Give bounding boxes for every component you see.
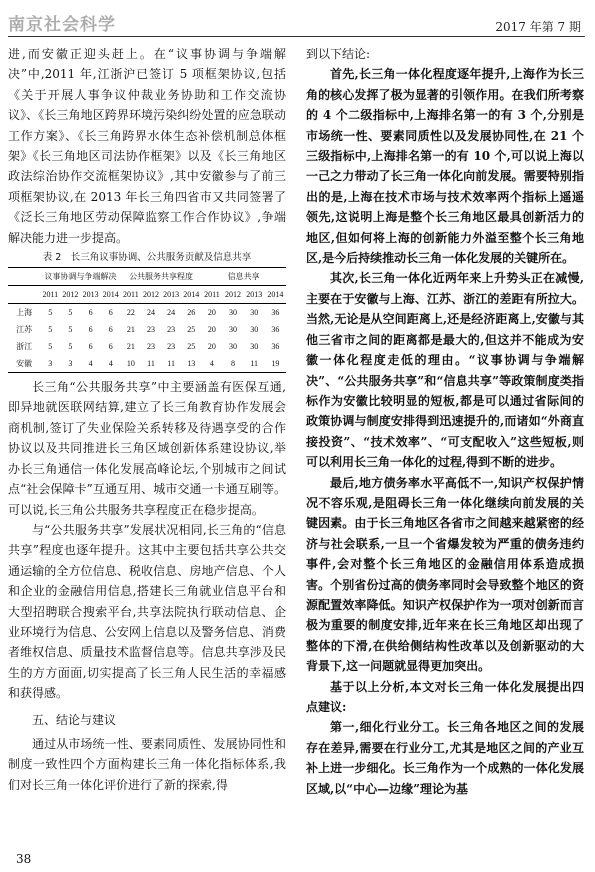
- table-cell: 23: [167, 325, 176, 335]
- table-cell: 23: [146, 342, 155, 352]
- right-column: [306, 44, 584, 799]
- table-cell: 6: [88, 342, 93, 352]
- table-cell: 6: [108, 325, 113, 335]
- table-cell: 25: [187, 342, 196, 352]
- paragraph: 首先,长三角一体化程度逐年提升,上海作为长三角的核心发挥了极为显著的引领作用。在我们所考察的 4 个二级指标中,上海排名第一的有 3 个,分别是市场统一性、要素同质性以及发展协同性,在 21 个三级指标中,上海排名第一的有 10 个,可以说上海以一己之力带动了长三角一体化向前发展。需要特别指出的是,上海在技术市场与技术效率两个指标上遥遥领先,这说明上海是整个长三角地区最具创新活力的地区,但如何将上海的创新能力外溢至整个长三角地区,是今后持续推动长三角一体化发展的关键所在。: [306, 67, 584, 266]
- table-cell: 21: [126, 342, 135, 352]
- table-row: [8, 338, 286, 355]
- table-cell: 26: [187, 308, 196, 318]
- table-cell: 8: [222, 355, 243, 373]
- table-cell: 5: [68, 342, 73, 352]
- year-header: 2011: [201, 286, 222, 304]
- table-row: [8, 355, 286, 373]
- table-cell: 5: [48, 325, 53, 335]
- paragraph: 到以下结论:: [306, 47, 371, 61]
- issue-label: 2017 年第 7 期: [495, 20, 581, 34]
- table-cell: 20: [207, 325, 216, 335]
- table-cell: 11: [141, 355, 161, 373]
- paragraph: 长三角“公共服务共享”中主要涵盖有医保互通,即异地就医联网结算,建立了长三角教育协作发展会商机制,签订了失业保险关系转移及待遇享受的合作协议以及共同推进长三角区域创新体系建设协议,举办长三角通信一体化发展高峰论坛,个别城市之间试点“社会保障卡”互通互用、城市交通一卡通互刷等。可以说,长三角公共服务共享程度正在稳步提高。: [8, 380, 286, 517]
- year-header: 2014: [265, 286, 286, 304]
- table-cell: 6: [88, 308, 93, 318]
- table-cell: 11: [161, 355, 181, 373]
- table-cell: 30: [250, 342, 259, 352]
- table-cell: 20: [207, 342, 216, 352]
- paragraph: 通过从市场统一性、要素同质性、发展协同性和制度一致性四个方面构建长三角一体化指标体系,我们对长三角一体化评价进行了新的探索,得: [8, 736, 286, 792]
- table-cell: 30: [229, 342, 238, 352]
- group-header: 信息共享: [201, 268, 286, 286]
- year-header: 2012: [222, 286, 243, 304]
- paragraph: 第一,细化行业分工。长三角各地区之间的发展存在差异,需要在行业分工,尤其是地区之间的产业互补上进一步细化。长三角作为一个成熟的一体化发展区域,以“中心—边缘”理论为基: [306, 720, 584, 796]
- table-cell: 4: [81, 355, 101, 373]
- table-cell: 23: [167, 342, 176, 352]
- table-cell: 3: [60, 355, 80, 373]
- table-row: [8, 304, 286, 322]
- table-cell: 4: [101, 355, 121, 373]
- table-corner: [8, 268, 40, 286]
- paragraph: 与“公共服务共享”发展状况相同,长三角的“信息共享”程度也逐年提升。这其中主要包括共享公共交通运输的全方位信息、税收信息、房地产信息、个人和企业的金融信用信息,搭建长三角就业信息平台和大型招聘联合搜索平台,共享法院执行联动信息、企业环境行为信息、公安网上信息以及警务信息、消费者维权信息、质量技术监督信息等。信息共享涉及民生的方方面面,切实提高了长三角人民生活的幸福感和获得感。: [8, 522, 286, 701]
- table-cell: 4: [201, 355, 222, 373]
- table-cell: 30: [229, 308, 238, 318]
- table-cell: 10: [121, 355, 141, 373]
- table-cell: 11: [244, 355, 265, 373]
- table-cell: 5: [68, 325, 73, 335]
- table-cell: 6: [88, 325, 93, 335]
- table-row: [8, 321, 286, 338]
- table-cell: 25: [187, 325, 196, 335]
- year-header: 2012: [60, 286, 80, 304]
- table-cell: 5: [48, 342, 53, 352]
- year-header: 2011: [40, 286, 60, 304]
- row-header: 上海: [16, 308, 33, 318]
- paragraph: 其次,长三角一体化近两年来上升势头正在减慢,主要在于安徽与上海、江苏、浙江的差距有所拉大。当然,无论是从空间距离上,还是经济距离上,安徽与其他三省市之间的距离都是最大的,但这并不能成为安徽一体化程度走低的理由。“议事协调与争端解决”、“公共服务共享”和“信息共享”等政策制度类指标作为安徽比较明显的短板,都是可以通过省际间的政策协调与制度安排得到迅速提升的,而诸如“外商直接投资”、“技术效率”、“可支配收入”这些短板,则可以利用长三角一体化的过程,得到不断的进步。: [306, 271, 584, 470]
- group-header: 议事协调与争端解决: [40, 268, 121, 286]
- paragraph: 基于以上分析,本文对长三角一体化发展提出四点建议:: [306, 679, 584, 714]
- paragraph: 进,而安徽正迎头赶上。在“议事协调与争端解决”中,2011 年,江浙沪已签订 5 项框架协议,包括《关于开展人事争议仲裁业务协助和工作交流协议》、《长三角地区跨界环境污染纠纷处置的应急联动工作方案》、《长三角跨界水体生态补偿机制总体框架》《长三角地区司法协作框架》以及《长三角地区政法综治协作交流框架协议》,其中安徽参与了前三项框架协议,在 2013 年长三角四省市又共同签署了《泛长三角地区劳动保障监察工作合作协议》,争端解决能力进一步提高。: [8, 47, 286, 245]
- table-cell: 30: [229, 325, 238, 335]
- group-header: 公共服务共享程度: [121, 268, 202, 286]
- table-cell: 36: [271, 325, 280, 335]
- year-header: 2014: [101, 286, 121, 304]
- section-heading: 五、结论与建议: [32, 712, 117, 727]
- table-title: 表 2 长三角议事协调、公共服务贡献及信息共享: [42, 252, 252, 264]
- paragraph: 最后,地方债务率水平高低不一,知识产权保护情况不容乐观,是阻碍长三角一体化继续向前发展的关键因素。由于长三角地区各省市之间越来越紧密的经济与社会联系,一旦一个省爆发较为严重的债务违约事件,会对整个长三角地区的金融信用体系造成损害。个别省份过高的债务率同时会导致整个地区的资源配置效率降低。知识产权保护作为一项对创新而言极为重要的制度安排,近年来在长三角地区却出现了整体的下滑,在供给侧结构性改革以及创新驱动的大背景下,这一问题就显得更加突出。: [306, 475, 584, 674]
- page-number: 38: [16, 852, 32, 866]
- year-header: 2013: [244, 286, 265, 304]
- table-2: [8, 267, 286, 373]
- table-cell: 13: [181, 355, 201, 373]
- table-cell: 19: [265, 355, 286, 373]
- table-cell: 6: [108, 308, 113, 318]
- page-header: [0, 0, 595, 40]
- header-rule: [8, 36, 585, 37]
- table-cell: 24: [146, 308, 155, 318]
- year-header: 2014: [181, 286, 201, 304]
- table-cell: 24: [167, 308, 176, 318]
- table-cell: 5: [68, 308, 73, 318]
- table-corner: [8, 286, 40, 304]
- row-header: 浙江: [16, 342, 33, 352]
- row-header: 安徽: [8, 355, 40, 373]
- table-cell: 22: [126, 308, 135, 318]
- table-cell: 5: [48, 308, 53, 318]
- journal-name: 南京社会科学: [8, 15, 116, 35]
- table-cell: 21: [126, 325, 135, 335]
- table-cell: 30: [250, 325, 259, 335]
- row-header: 江苏: [16, 325, 33, 335]
- year-header: 2013: [81, 286, 101, 304]
- year-header: 2011: [121, 286, 141, 304]
- table-cell: 20: [207, 308, 216, 318]
- year-header: 2013: [161, 286, 181, 304]
- table-cell: 36: [271, 308, 280, 318]
- table-cell: 3: [40, 355, 60, 373]
- left-column: [8, 44, 286, 795]
- table-cell: 6: [108, 342, 113, 352]
- table-cell: 30: [250, 308, 259, 318]
- year-header: 2012: [141, 286, 161, 304]
- table-cell: 36: [271, 342, 280, 352]
- table-cell: 23: [146, 325, 155, 335]
